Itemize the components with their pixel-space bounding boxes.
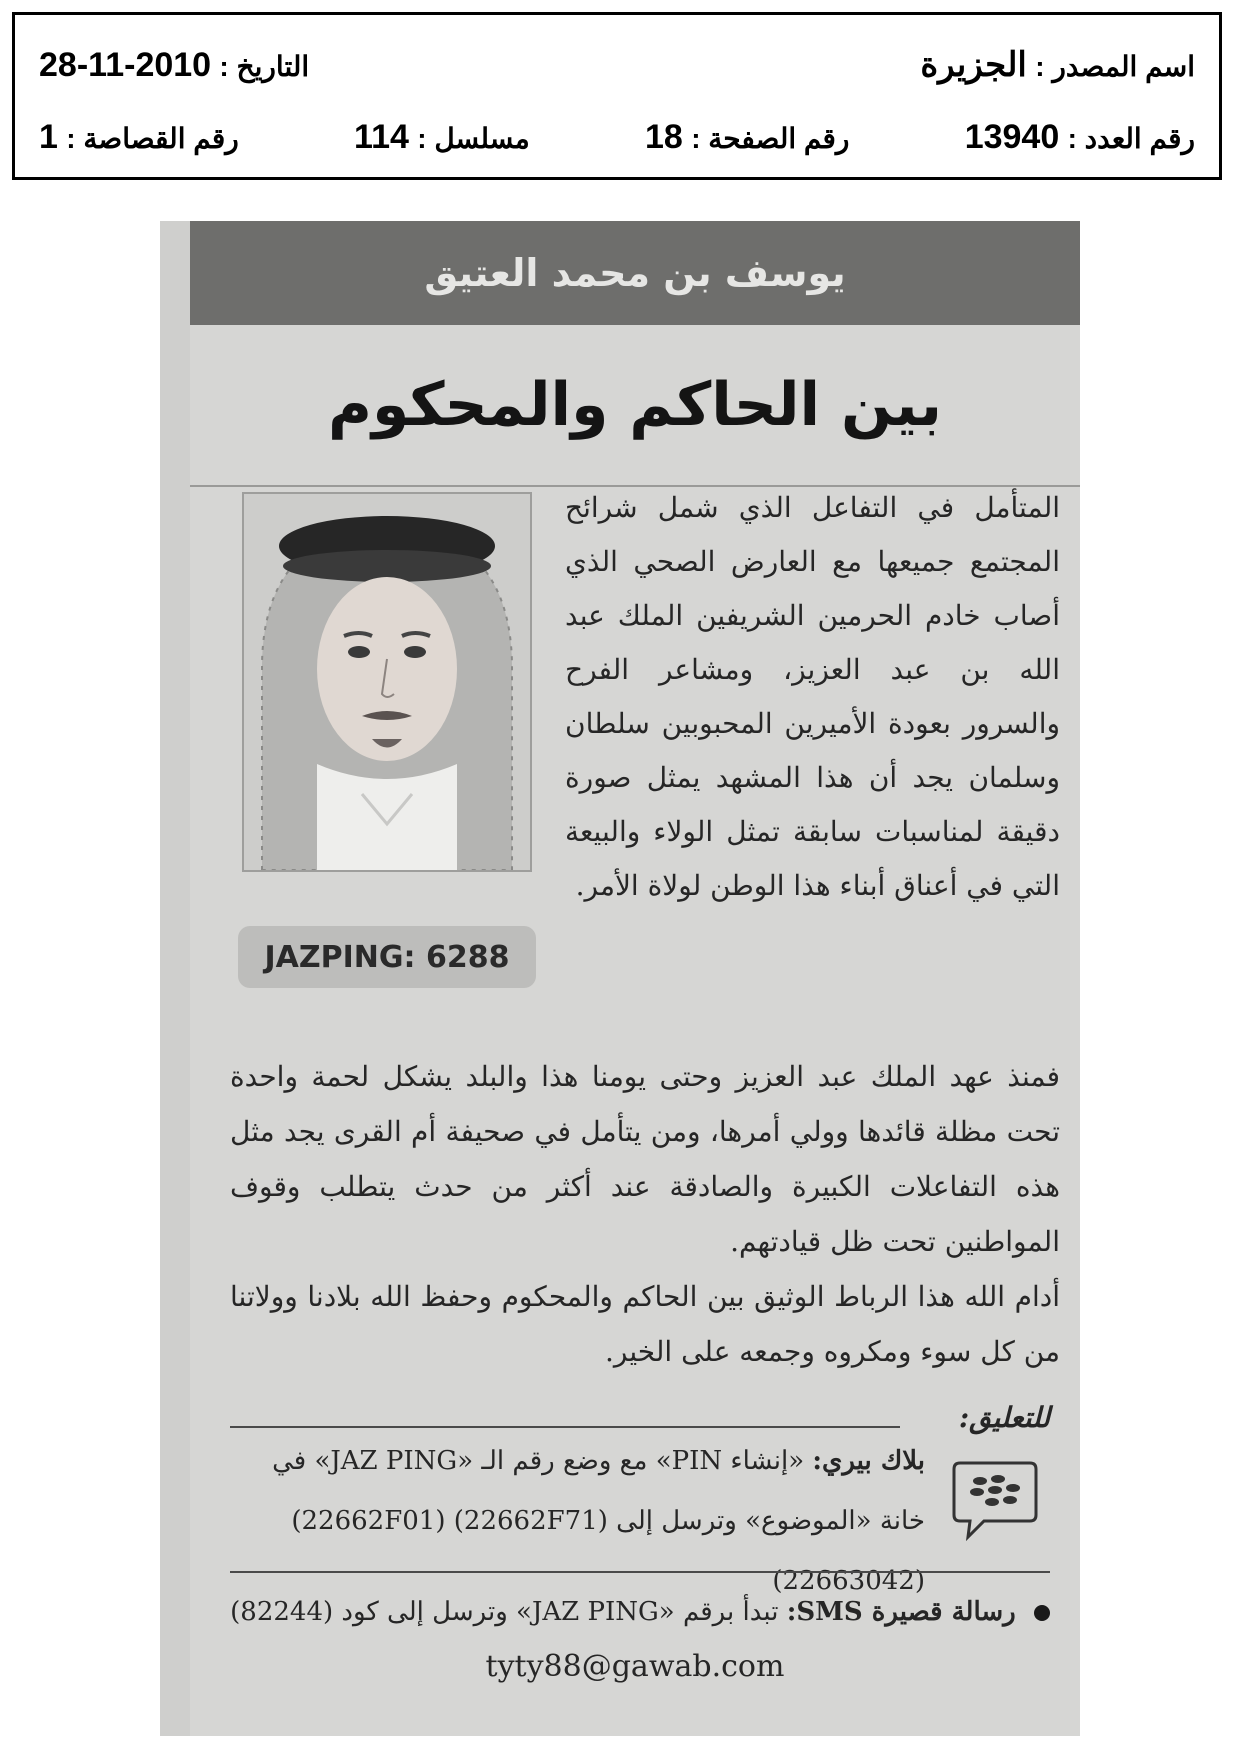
date-label: التاريخ :	[219, 50, 310, 82]
blackberry-text: «إنشاء PIN» مع وضع رقم الـ «JAZ PING» في خانة «الموضوع» وترسل إلى (22662F71) (22662F01) (22663042)	[272, 1446, 925, 1596]
clip-number-value: 1	[39, 118, 58, 156]
article-paragraph: أدام الله هذا الرباط الوثيق بين الحاكم والمحكوم وحفظ الله بلادنا وولاتنا من كل سوء ومكروه وجمعه على الخير.	[230, 1280, 1060, 1368]
jazping-code: JAZPING: 6288	[264, 939, 510, 975]
divider	[230, 1426, 900, 1428]
page-field	[645, 118, 849, 157]
article-body-intro: المتأمل في التفاعل الذي شمل شرائح المجتمع جميعها مع العارض الصحي الذي أصاب خادم الحرمين الشريفين الملك عبد الله بن عبد العزيز، ومشاعر الفرح والسرور بعودة الأميرين المحبوبين سلطان وسلمان يجد أن هذا المشهد يمثل صورة دقيقة لمناسبات سابقة تمثل الولاء والبيعة التي في أعناق أبناء هذا الوطن لولاة الأمر.	[565, 491, 1060, 902]
clip-number-field	[39, 118, 239, 157]
author-email: tyty88@gawab.com	[485, 1649, 785, 1684]
article-paragraph: فمنذ عهد الملك عبد العزيز وحتى يومنا هذا والبلد يشكل لحمة واحدة تحت مظلة قائدها وولي أمرها، ومن يتأمل في صحيفة أم القرى يجد مثل هذه التفاعلات الكبيرة والصادقة عند أكثر من حدث يتطلب وقوف المواطنين تحت ظل قيادتهم.	[230, 1060, 1060, 1258]
blackberry-messenger-icon	[950, 1453, 1040, 1543]
sms-label: رسالة قصيرة SMS:	[786, 1597, 1016, 1627]
author-photo	[242, 492, 532, 872]
blackberry-instructions	[230, 1431, 925, 1611]
blackberry-label: بلاك بيري:	[812, 1446, 925, 1476]
date-field	[39, 46, 309, 85]
page-value: 18	[645, 118, 683, 156]
issue-field	[965, 118, 1195, 157]
sms-text: تبدأ برقم «JAZ PING» وترسل إلى كود (82244)	[230, 1597, 779, 1627]
clipping-edge	[160, 221, 190, 1736]
issue-label: رقم العدد :	[1067, 123, 1195, 154]
date-value: 2010-11-28	[39, 45, 212, 84]
author-band	[190, 221, 1080, 325]
serial-value: 114	[354, 118, 409, 156]
divider	[230, 1571, 1050, 1573]
source-field	[920, 45, 1195, 85]
article-body	[230, 1049, 1060, 1379]
clipping-metadata-box	[12, 12, 1222, 180]
source-label: اسم المصدر :	[1035, 51, 1195, 82]
serial-field	[354, 118, 530, 157]
clip-number-label: رقم القصاصة :	[66, 123, 239, 154]
metadata-row-2	[39, 118, 1195, 157]
comment-label: للتعليق:	[958, 1401, 1050, 1434]
headline-text: بين الحاكم والمحكوم	[328, 370, 942, 440]
article-headline	[190, 325, 1080, 487]
author-name: يوسف بن محمد العتيق	[424, 251, 846, 295]
metadata-row-1	[39, 45, 1195, 85]
bullet-icon	[1034, 1605, 1050, 1621]
issue-value: 13940	[964, 118, 1060, 156]
jazping-badge	[238, 926, 536, 988]
author-portrait-image	[244, 494, 530, 870]
source-value: الجزيرة	[920, 46, 1027, 84]
page-label: رقم الصفحة :	[691, 123, 850, 154]
serial-label: مسلسل :	[417, 123, 530, 154]
sms-instructions	[230, 1589, 1050, 1635]
newspaper-clipping	[160, 221, 1080, 1736]
